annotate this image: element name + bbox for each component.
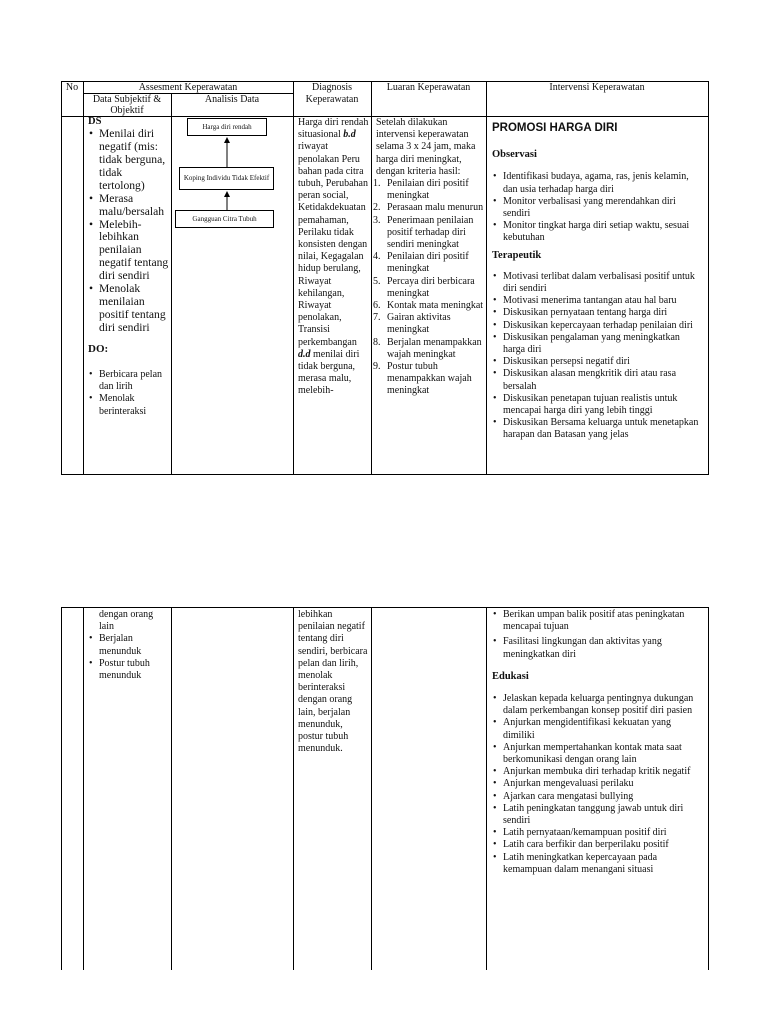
list-item: • Identifikasi budaya, agama, ras, jenis kelamin, dan usia terhadap harga diri xyxy=(492,171,704,195)
col-line xyxy=(708,607,709,970)
diagnosis-text xyxy=(298,117,370,398)
list-item: • Diskusikan pernyataan tentang harga diri xyxy=(492,307,704,319)
flow-arrows xyxy=(220,136,234,211)
header-data-subjektif: Data Subjektif & Objektif xyxy=(92,94,162,116)
list-item: • Anjurkan mempertahankan kontak mata saat berkomunikasi dengan orang lain xyxy=(492,742,704,766)
list-item: 3. Penerimaan penilaian positif terhadap diri sendiri meningkat xyxy=(373,214,474,251)
diagnosis-part: Harga diri rendah situasional xyxy=(298,117,369,141)
luaran-intro: Setelah dilakukan intervensi keperawatan selama 3 x 24 jam, maka harga diri meningkat, dengan kriteria hasil: xyxy=(376,117,476,177)
terapeutik-list-cont xyxy=(492,609,704,661)
list-item: • Berbicara pelan dan lirih xyxy=(88,369,170,393)
list-item: 6. Kontak mata meningkat xyxy=(373,300,484,312)
col-line xyxy=(486,607,487,970)
header-assesment: Assesment Keperawatan xyxy=(138,82,238,93)
list-item: 2. Perasaan malu menurun xyxy=(373,202,484,214)
list-item: • Latih meningkatkan kepercayaan pada kemampuan dalam menangani situasi xyxy=(492,852,704,876)
list-item: • Diskusikan pengalaman yang meningkatkan harga diri xyxy=(492,332,704,356)
col-line xyxy=(83,607,84,970)
list-item: 8. Berjalan menampakkan wajah meningkat xyxy=(373,336,482,360)
header-diagnosis: Diagnosis Keperawatan xyxy=(305,82,359,106)
col-line xyxy=(371,81,372,475)
terapeutik-list xyxy=(492,271,704,442)
list-item: • Motivasi menerima tantangan atau hal baru xyxy=(492,295,704,307)
col-line xyxy=(293,607,294,970)
list-item: • Fasilitasi lingkungan dan aktivitas yang meningkatkan diri xyxy=(492,636,704,660)
flow-box-citra-tubuh: Gangguan Citra Tubuh xyxy=(175,210,274,228)
list-item: • Menolak menilaian positif tentang diri sendiri xyxy=(88,283,170,335)
list-item: • Latih peningkatan tanggung jawab untuk diri sendiri xyxy=(492,803,704,827)
observasi-list xyxy=(492,171,704,244)
col-line xyxy=(708,81,709,475)
col-line xyxy=(83,81,84,475)
list-item: • Diskusikan persepsi negatif diri xyxy=(492,356,704,368)
list-item: 9. Postur tubuh menampakkan wajah meningkat xyxy=(373,361,472,397)
edukasi-list xyxy=(492,693,704,876)
list-item: • Monitor tingkat harga diri setiap waktu, sesuai kebutuhan xyxy=(492,220,704,244)
list-item: • Postur tubuh menunduk xyxy=(88,658,170,682)
do-list-cont xyxy=(88,633,170,682)
list-item: • Menilai diri negatif (mis: tidak berguna, tidak tertolong) xyxy=(88,128,170,193)
list-item: • Anjurkan mengevaluasi perilaku xyxy=(492,778,704,790)
list-item: 1. Penilaian diri positif meningkat xyxy=(373,178,469,202)
intervensi-text xyxy=(492,122,704,442)
col-line xyxy=(371,607,372,970)
col-line xyxy=(171,607,172,970)
data-cont-text: dengan orang lain xyxy=(99,609,154,633)
col-line xyxy=(293,81,294,475)
list-item: • Anjurkan mengidentifikasi kekuatan yang dimiliki xyxy=(492,717,704,741)
col-line xyxy=(61,607,62,970)
list-item: • Diskusikan kepercayaan terhadap penilaian diri xyxy=(492,320,704,332)
col-line xyxy=(171,93,172,475)
list-item: • Motivasi terlibat dalam verbalisasi positif untuk diri sendiri xyxy=(492,271,704,295)
table-border-top xyxy=(61,607,709,608)
diagnosis-part: riwayat penolakan Peru bahan pada citra tubuh, Perubahan peran social, Ketidakdekuatan pemahaman, Perilaku tidak konsisten dengan nilai, Kegagalan hidup berulang, Riwayat kehilangan, Riwayat penolakan, Transisi perkembangan xyxy=(298,141,368,348)
col-line xyxy=(61,81,62,475)
header-analisis: Analisis Data xyxy=(204,94,260,105)
diagnosis-part: menilai diri tidak berguna, merasa malu, melebih- xyxy=(298,348,360,397)
list-item: • Monitor verbalisasi yang merendahkan diri sendiri xyxy=(492,196,704,220)
flow-box-harga-diri: Harga diri rendah xyxy=(187,118,267,136)
terapeutik-label: Terapeutik xyxy=(492,249,542,261)
list-item: • Merasa malu/bersalah xyxy=(88,193,170,219)
do-label: DO: xyxy=(88,342,109,355)
list-item: 5. Percaya diri berbicara meningkat xyxy=(373,275,475,299)
header-luaran: Luaran Keperawatan xyxy=(386,82,471,93)
list-item: • Latih cara berfikir dan berperilaku positif xyxy=(492,839,704,851)
list-item: • Jelaskan kepada keluarga pentingnya dukungan dalam perkembangan konsep positif diri pasien xyxy=(492,693,704,717)
col-line xyxy=(486,81,487,475)
do-list xyxy=(88,369,170,418)
list-item: • Anjurkan membuka diri terhadap kritik negatif xyxy=(492,766,704,778)
edukasi-label: Edukasi xyxy=(492,670,529,682)
luaran-text xyxy=(374,117,484,398)
list-item: • Menolak berinteraksi xyxy=(88,393,170,417)
ds-label: DS xyxy=(88,116,102,127)
list-item: • Diskusikan Bersama keluarga untuk menetapkan harapan dan Batasan yang jelas xyxy=(492,417,704,441)
intervensi-cont xyxy=(492,609,704,876)
diagnosis-bd: b.d xyxy=(343,129,356,141)
list-item: • Berikan umpan balik positif atas peningkatan mencapai tujuan xyxy=(492,609,704,633)
list-item: • Melebih-lebihkan penilaian negatif tentang diri sendiri xyxy=(88,219,170,284)
luaran-criteria-list xyxy=(374,178,484,398)
data-subjektif-objektif xyxy=(88,116,170,418)
list-item: 7. Gairan aktivitas meningkat xyxy=(373,312,451,336)
list-item: • Latih pernyataan/kemampuan positif diri xyxy=(492,827,704,839)
diagnosis-cont: lebihkan penilaian negatif tentang diri sendiri, berbicara pelan dan lirih, menolak berinteraksi dengan orang lain, berjalan menunduk, postur tubuh menunduk. xyxy=(298,609,368,755)
diagnosis-dd: d.d xyxy=(298,348,311,360)
list-item: • Ajarkan cara mengatasi bullying xyxy=(492,791,704,803)
list-item: • Diskusikan penetapan tujuan realistis untuk mencapai harga diri yang lebih tinggi xyxy=(492,393,704,417)
flow-box-koping: Koping Individu Tidak Efektif xyxy=(179,167,274,190)
header-no: No xyxy=(65,82,79,93)
observasi-label: Observasi xyxy=(492,149,537,161)
list-item: • Berjalan menunduk xyxy=(88,633,170,657)
table-border-bottom xyxy=(61,474,709,475)
list-item: • Diskusikan alasan mengkritik diri atau rasa bersalah xyxy=(492,368,704,392)
header-intervensi: Intervensi Keperawatan xyxy=(549,82,645,93)
data-objektif-cont xyxy=(88,609,170,682)
list-item: 4. Penilaian diri positif meningkat xyxy=(373,251,469,275)
ds-list xyxy=(88,128,170,335)
intervensi-title: PROMOSI HARGA DIRI xyxy=(492,122,618,134)
